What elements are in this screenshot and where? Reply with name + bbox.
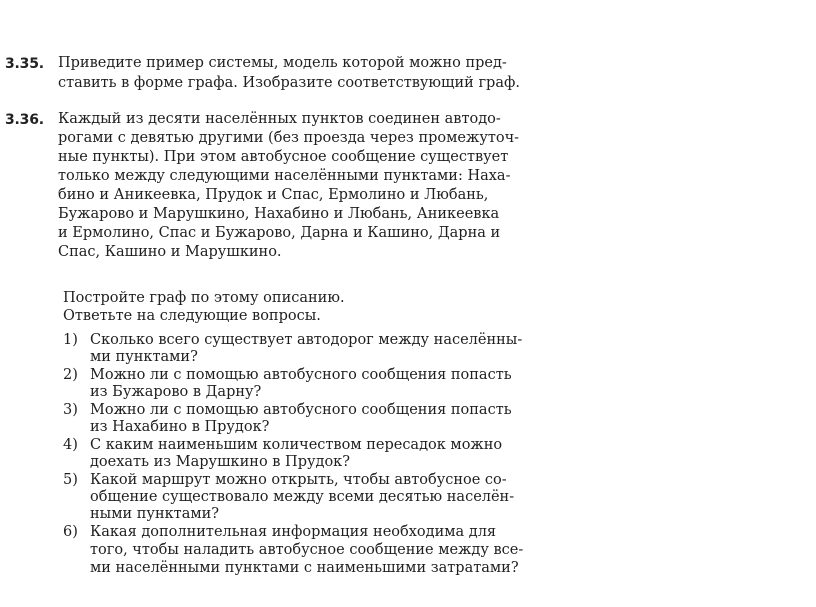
task-text-line: Спас, Кашино и Марушкино.: [58, 244, 282, 260]
task-text-line: Каждый из десяти населённых пунктов соединен автодо-: [58, 111, 501, 127]
task-text-line: рогами с девятью другими (без проезда через промежуточ-: [58, 130, 520, 146]
question-text-line: ными пунктами?: [90, 506, 220, 522]
task-text-line: и Ермолино, Спас и Бужарово, Дарна и Кашино, Дарна и: [58, 225, 501, 241]
question-text-line: Можно ли с помощью автобусного сообщения попасть: [90, 367, 512, 383]
question-number: 2): [63, 367, 78, 383]
task-text-line: Бужарово и Марушкино, Нахабино и Любань, Аникеевка: [58, 206, 500, 222]
question-text-line: Можно ли с помощью автобусного сообщения попасть: [90, 402, 512, 418]
instruction-line: Постройте граф по этому описанию.: [63, 290, 345, 306]
task-text-line: ставить в форме графа. Изобразите соответствующий граф.: [58, 75, 520, 91]
task-number: 3.35.: [5, 56, 44, 72]
question-text-line: Какой маршрут можно открыть, чтобы автобусное со-: [90, 472, 507, 488]
question-text-line: из Нахабино в Прудок?: [90, 419, 270, 435]
question-text-line: того, чтобы наладить автобусное сообщение между все-: [90, 542, 524, 558]
question-number: 6): [63, 524, 78, 540]
question-number: 4): [63, 437, 78, 453]
question-text-line: Сколько всего существует автодорог между населённы-: [90, 332, 523, 348]
question-text-line: Какая дополнительная информация необходима для: [90, 524, 497, 540]
question-text-line: ми пунктами?: [90, 349, 198, 365]
question-text-line: ми населёнными пунктами с наименьшими затратами?: [90, 560, 519, 576]
question-text-line: доехать из Марушкино в Прудок?: [90, 454, 351, 470]
question-number: 1): [63, 332, 78, 348]
task-number: 3.36.: [5, 112, 44, 128]
task-text-line: только между следующими населёнными пунктами: Наха-: [58, 168, 511, 184]
instruction-line: Ответьте на следующие вопросы.: [63, 308, 321, 324]
task-text-line: Приведите пример системы, модель которой можно пред-: [58, 55, 507, 71]
question-text-line: общение существовало между всеми десятью населён-: [90, 489, 515, 505]
task-text-line: бино и Аникеевка, Прудок и Спас, Ермолино и Любань,: [58, 187, 489, 203]
question-number: 3): [63, 402, 78, 418]
question-text-line: из Бужарово в Дарну?: [90, 384, 262, 400]
question-number: 5): [63, 472, 78, 488]
question-text-line: С каким наименьшим количеством пересадок можно: [90, 437, 503, 453]
task-text-line: ные пункты). При этом автобусное сообщение существует: [58, 149, 509, 165]
